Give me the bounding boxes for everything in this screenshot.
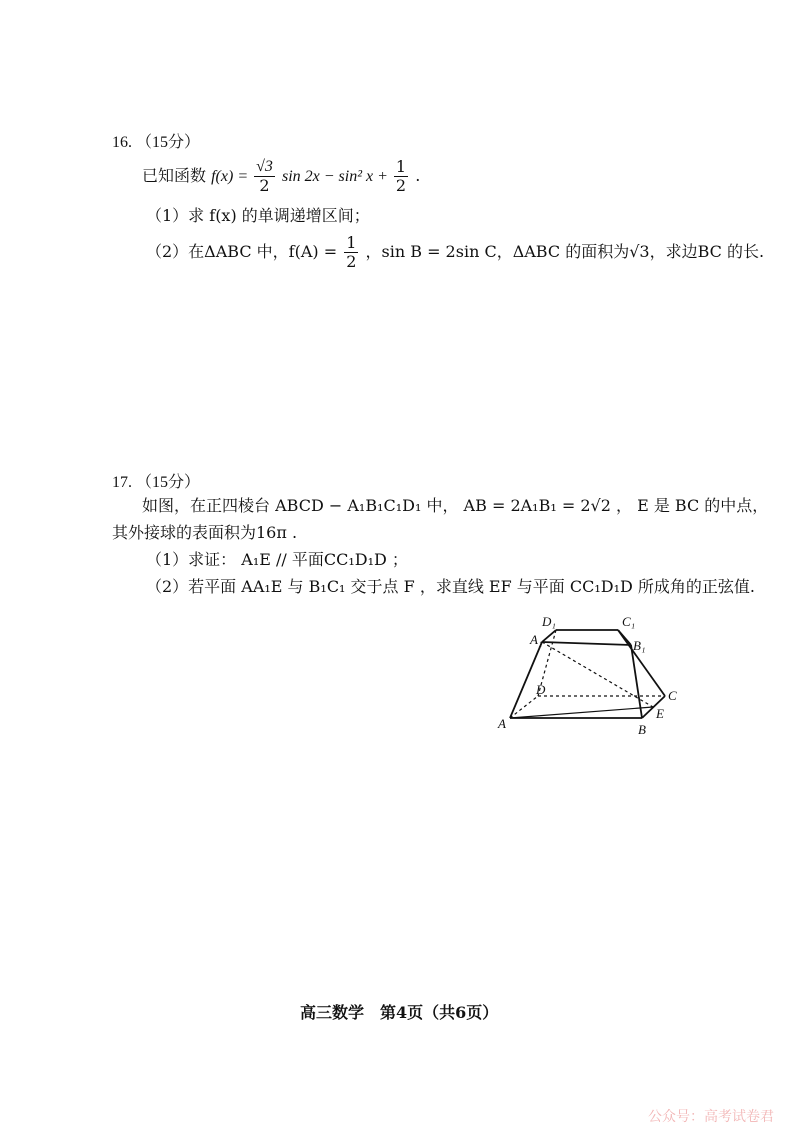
q16-part2 xyxy=(146,234,764,271)
label-E: E xyxy=(656,706,664,721)
label-C: C xyxy=(668,688,677,703)
q16-points: （15分） xyxy=(136,134,201,151)
q16-stem-prefix: 已知函数 xyxy=(142,166,207,185)
label-A: A xyxy=(498,716,506,731)
q16-part2-frac-den: 2 xyxy=(346,252,357,271)
watermark: 公众号：高考试卷君 xyxy=(648,1109,774,1125)
label-D1: D₁ xyxy=(542,614,556,629)
q17-points: （15分） xyxy=(136,474,201,491)
q16-frac2-num: 1 xyxy=(395,157,407,176)
q17-part2: （2）若平面 AA₁E 与 B₁C₁ 交于点 F ，求直线 EF 与平面 CC₁D₁D 所成角的正弦值. xyxy=(146,577,756,596)
q17-number: 17. xyxy=(112,474,132,491)
segment-AE xyxy=(510,707,653,718)
q16-part2-frac xyxy=(344,234,358,271)
page-footer: 高三数学 第4页（共6页） xyxy=(300,1003,499,1022)
q16-stem xyxy=(142,158,420,195)
q16-frac2-den: 2 xyxy=(395,176,407,195)
q16-stem-end: . xyxy=(415,166,421,185)
q16-stem-func: f(x) = xyxy=(211,168,253,185)
label-B: B xyxy=(638,722,646,737)
label-A1: A₁ xyxy=(530,632,543,647)
q16-frac-sqrt3-over-2 xyxy=(254,158,275,195)
q16-frac1-num: √3 xyxy=(256,158,273,175)
q16-number: 16. xyxy=(112,134,132,151)
label-C1: C₁ xyxy=(622,614,636,629)
label-B1: B₁ xyxy=(633,638,646,653)
q17-line1: 如图，在正四棱台 ABCD − A₁B₁C₁D₁ 中， AB = 2A₁B₁ = 2√2 ， E 是 BC 的中点， xyxy=(142,496,769,515)
label-D: D xyxy=(536,682,546,697)
q16-part2-a: （2）在ΔABC 中，f(A) = xyxy=(146,242,343,261)
q17-header xyxy=(112,469,200,492)
q16-frac-1-over-2 xyxy=(394,158,408,195)
q16-part1: （1）求 f(x) 的单调递增区间； xyxy=(146,206,370,225)
edge-AA1 xyxy=(510,642,542,718)
q17-line2: 其外接球的表面积为16π . xyxy=(112,523,298,542)
frustum-figure xyxy=(490,610,690,745)
q16-stem-mid: sin 2x − sin² x + xyxy=(281,168,392,185)
q17-part1: （1）求证： A₁E // 平面CC₁D₁D ； xyxy=(146,550,408,569)
edge-A1B1 xyxy=(542,642,631,645)
q16-header xyxy=(112,129,200,152)
q16-part2-b: ，sin B = 2sin C，ΔABC 的面积为√3，求边BC 的长. xyxy=(365,242,765,261)
q16-part2-frac-num: 1 xyxy=(346,233,357,252)
q16-frac1-den: 2 xyxy=(259,176,270,195)
